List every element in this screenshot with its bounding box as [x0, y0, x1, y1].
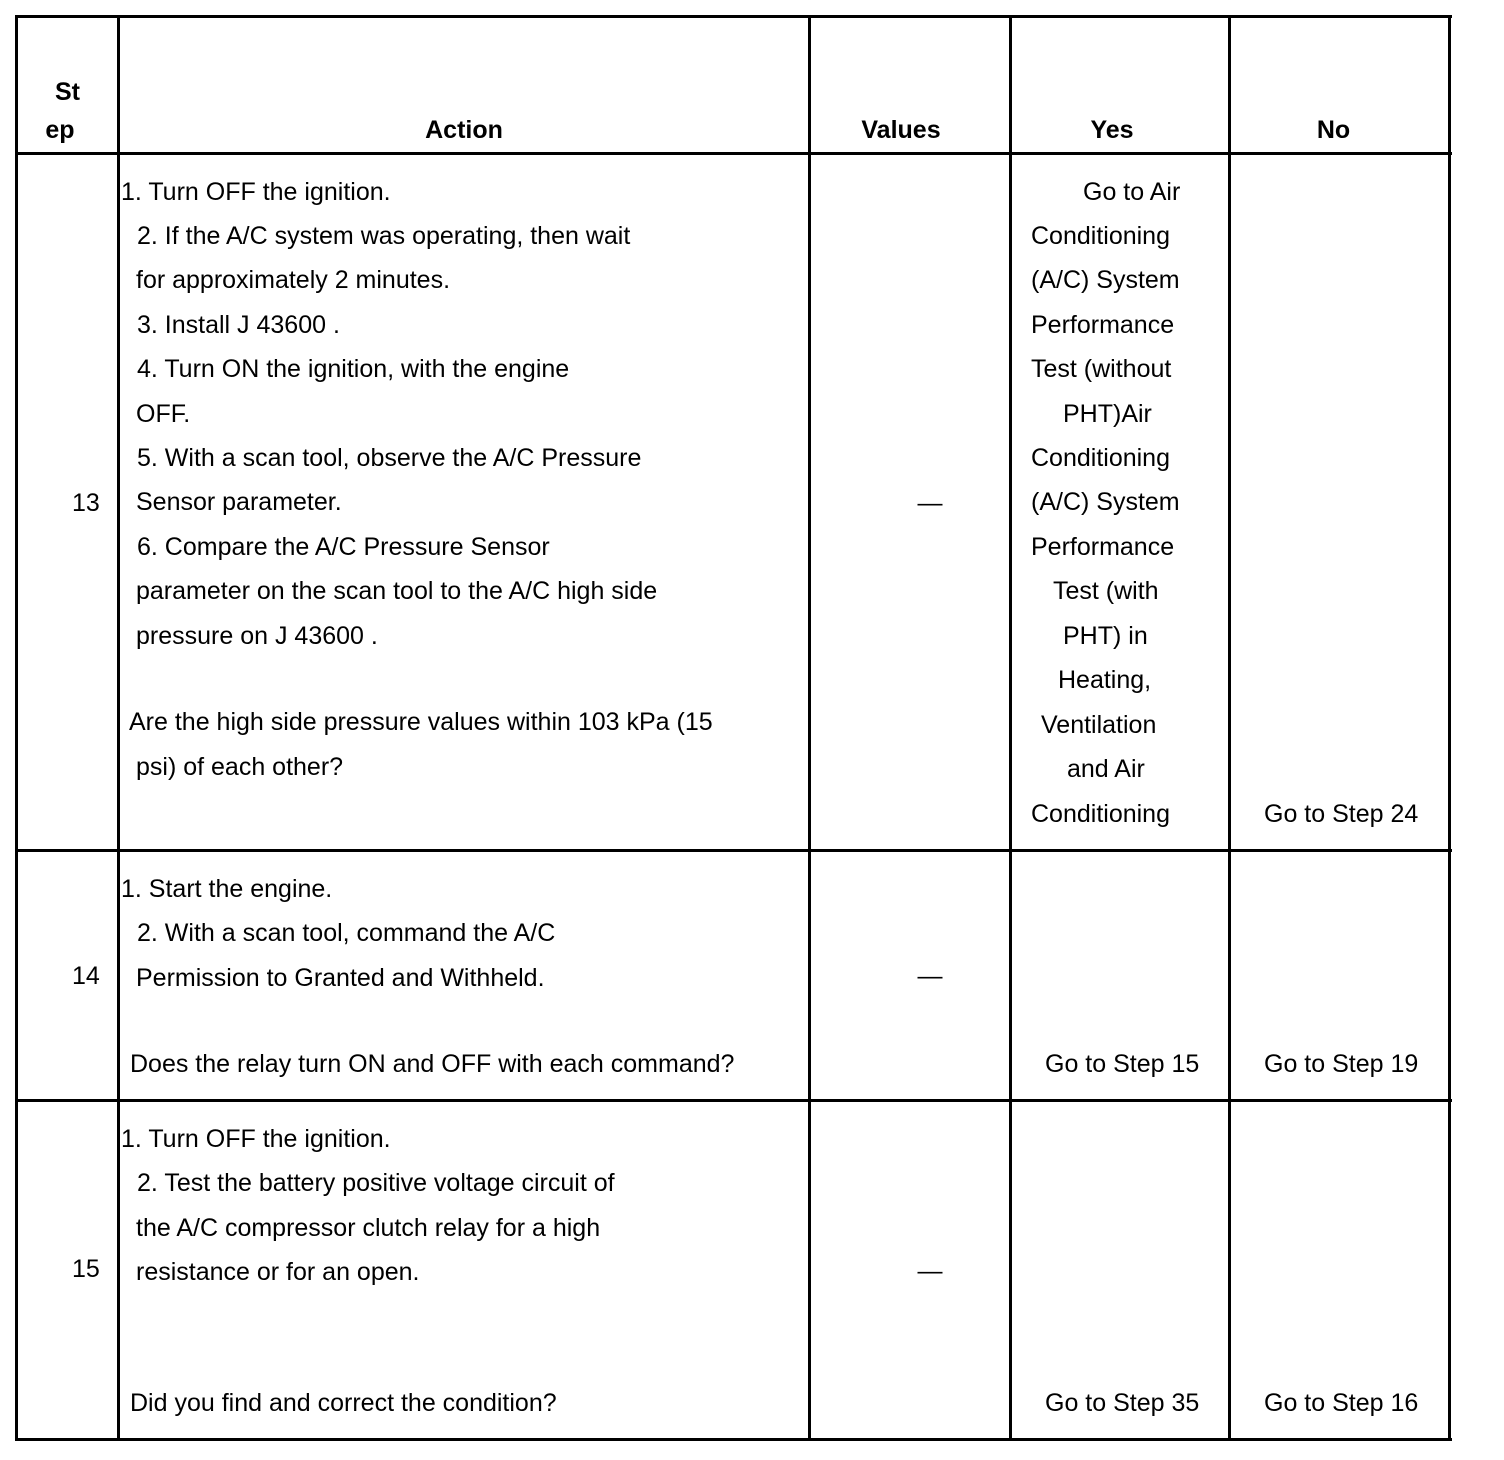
yes-line: (A/C) System [1031, 266, 1180, 294]
action-line: the A/C compressor clutch relay for a high [136, 1214, 601, 1242]
action-question: psi) of each other? [136, 753, 344, 781]
no-cell: Go to Step 16 [1264, 1389, 1419, 1417]
action-question: Does the relay turn ON and OFF with each command? [130, 1050, 735, 1078]
yes-cell: Go to Step 15 [1045, 1050, 1200, 1078]
yes-line: Conditioning [1031, 444, 1170, 472]
action-line: for approximately 2 minutes. [136, 266, 451, 294]
table-row-step: 15 [72, 1255, 100, 1283]
table-border-left [15, 15, 18, 1441]
row-divider [15, 1099, 1452, 1102]
action-line: 1. Turn OFF the ignition. [121, 1125, 391, 1153]
table-border-bottom [15, 1438, 1452, 1441]
yes-cell: Go to Step 35 [1045, 1389, 1200, 1417]
column-divider [117, 15, 120, 1441]
action-line: parameter on the scan tool to the A/C high side [136, 577, 658, 605]
yes-line: Performance [1031, 311, 1175, 339]
action-line: Permission to Granted and Withheld. [136, 964, 545, 992]
table-row-step: 13 [72, 489, 100, 517]
column-divider [808, 15, 811, 1441]
value-cell: — [917, 489, 943, 517]
column-divider [1228, 15, 1231, 1441]
no-cell: Go to Step 19 [1264, 1050, 1419, 1078]
header-step: ep [45, 116, 75, 144]
yes-line: Go to Air [1083, 178, 1181, 206]
action-line: 1. Start the engine. [121, 875, 333, 903]
action-line: pressure on J 43600 . [136, 622, 378, 650]
action-line: 2. With a scan tool, command the A/C [137, 919, 556, 947]
row-divider [15, 849, 1452, 852]
header-action: Action [425, 116, 503, 144]
header-no: No [1316, 116, 1351, 144]
action-line: 2. Test the battery positive voltage circuit of [137, 1169, 615, 1197]
action-line: OFF. [136, 400, 191, 428]
action-line: 2. If the A/C system was operating, then wait [137, 222, 631, 250]
yes-line: Test (with [1053, 577, 1159, 605]
yes-line: Heating, [1058, 666, 1152, 694]
no-cell: Go to Step 24 [1264, 800, 1419, 828]
action-line: 5. With a scan tool, observe the A/C Pressure [137, 444, 642, 472]
yes-line: Conditioning [1031, 222, 1170, 250]
action-question: Did you find and correct the condition? [130, 1389, 557, 1417]
action-line: Sensor parameter. [136, 488, 342, 516]
yes-line: and Air [1067, 755, 1145, 783]
table-border-top [15, 15, 1452, 18]
table-border-right [1448, 15, 1451, 1441]
yes-line: (A/C) System [1031, 488, 1180, 516]
action-question: Are the high side pressure values within 103 kPa (15 [129, 708, 713, 736]
action-line: 4. Turn ON the ignition, with the engine [137, 355, 570, 383]
header-yes: Yes [1090, 116, 1134, 144]
action-line: 3. Install J 43600 . [137, 311, 340, 339]
header-divider [15, 152, 1452, 155]
action-line: 6. Compare the A/C Pressure Sensor [137, 533, 550, 561]
yes-line: PHT)Air [1063, 400, 1152, 428]
header-step: St [55, 78, 80, 106]
header-values: Values [861, 116, 941, 144]
table-row-step: 14 [72, 962, 100, 990]
yes-line: PHT) in [1063, 622, 1148, 650]
action-line: resistance or for an open. [136, 1258, 420, 1286]
yes-line: Test (without [1031, 355, 1172, 383]
yes-line: Conditioning [1031, 800, 1170, 828]
value-cell: — [917, 1257, 943, 1285]
column-divider [1009, 15, 1012, 1441]
value-cell: — [917, 962, 943, 990]
yes-line: Ventilation [1041, 711, 1157, 739]
action-line: 1. Turn OFF the ignition. [121, 178, 391, 206]
yes-line: Performance [1031, 533, 1175, 561]
